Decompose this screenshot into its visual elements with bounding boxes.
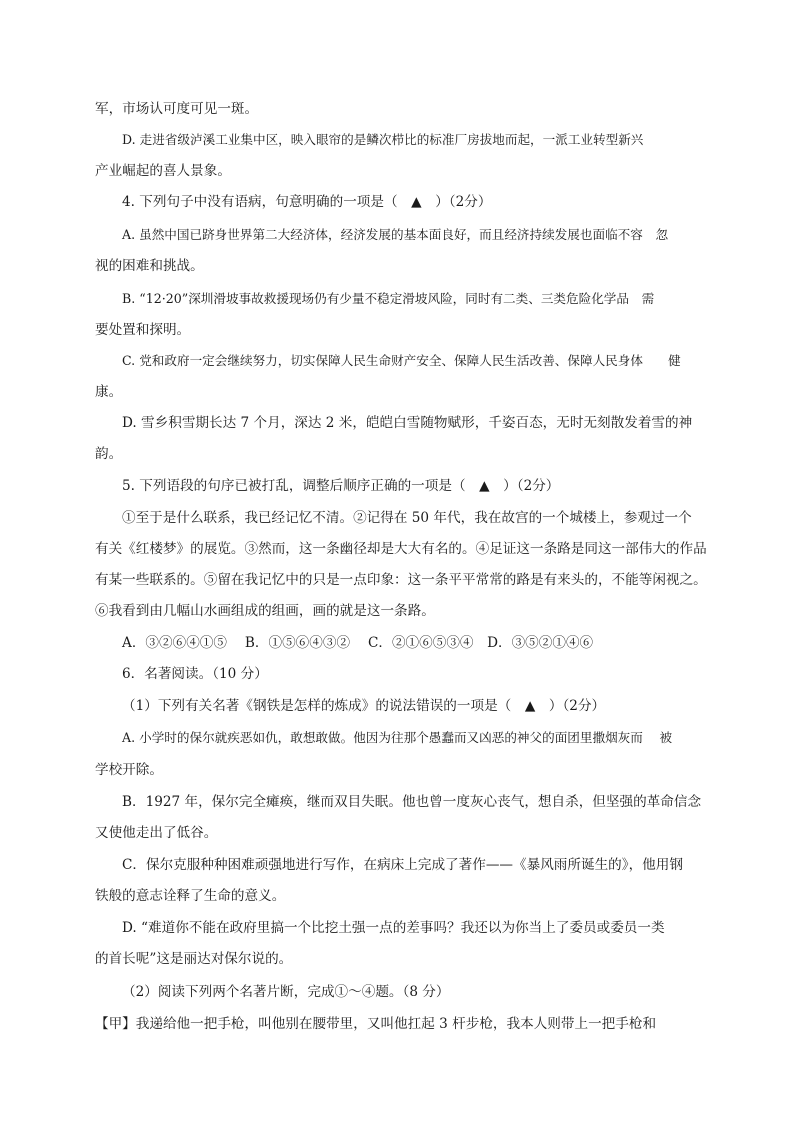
text-line: A. 小学时的保尔就疾恶如仇，敢想敢做。他因为往那个愚蠢而又凶恶的神父的面团里撒烟灰而 被	[122, 730, 673, 745]
text-line: 产业崛起的喜人景象。	[95, 163, 231, 179]
text-line: 学校开除。	[95, 762, 163, 778]
text-line: D. 雪乡积雪期长达 7 个月，深达 2 米，皑皑白雪随物赋形，千姿百态，无时无刻散发着雪的神	[122, 415, 693, 431]
text-line: 的首长呢”这是丽达对保尔说的。	[95, 951, 293, 967]
text-line: 又使他走出了低谷。	[95, 825, 218, 841]
text-line: 韵。	[95, 446, 123, 462]
question-6-2-stem: （2）阅读下列两个名著片断，完成①～④题。（8 分）	[122, 984, 450, 1000]
text-line: A. 虽然中国已跻身世界第二大经济体，经济发展的基本面良好，而且经济持续发展也面临不容 忽	[122, 227, 669, 242]
text-line: C．保尔克服种种困难顽强地进行写作，在病床上完成了著作——《暴风雨所诞生的》，他用钢	[122, 857, 683, 873]
text-line: 有关《红楼梦》的展览。③然而，这一条幽径却是大大有名的。④足证这一条路是同这一部伟大的作品	[95, 541, 707, 557]
text-line: 要处置和探明。	[95, 322, 191, 338]
text-line: B. “12·20”深圳滑坡事故救援现场仍有少量不稳定滑坡风险，同时有二类、三类危险化学品 需	[122, 291, 655, 306]
text-line: D. 走进省级泸溪工业集中区，映入眼帘的是鳞次栉比的标准厂房拔地而起，一派工业转型新兴	[122, 132, 644, 147]
text-line: ⑥我看到由几幅山水画组成的组画，画的就是这一条路。	[95, 603, 435, 619]
question-6-stem: 6．名著阅读。（10 分）	[122, 666, 268, 682]
text-line: 康。	[95, 384, 123, 400]
text-line: ①至于是什么联系，我已经记忆不清。②记得在 50 年代，我在故宫的一个城楼上，参观过一个	[122, 510, 692, 526]
text-line: 铁般的意志诠释了生命的意义。	[95, 888, 286, 904]
question-5-stem: 5. 下列语段的句序已被打乱，调整后顺序正确的一项是（ ▲ ）（2分）	[122, 478, 560, 494]
question-4-stem: 4. 下列句子中没有语病，句意明确的一项是（ ▲ ）（2分）	[122, 194, 492, 210]
text-line: 军，市场认可度可见一斑。	[95, 101, 259, 117]
text-line: C. 党和政府一定会继续努力，切实保障人民生命财产安全、保障人民生活改善、保障人民身体 健	[122, 353, 681, 368]
excerpt-jia-line: 【甲】我递给他一把手枪，叫他别在腰带里，又叫他扛起 3 杆步枪，我本人则带上一把手枪和	[95, 1016, 657, 1032]
question-5-options: A．③②⑥④①⑤ B．①⑤⑥④③② C．②①⑥⑤③④ D．③⑤②①④⑥	[122, 635, 594, 651]
question-6-1-stem: （1）下列有关名著《钢铁是怎样的炼成》的说法错误的一项是（ ▲ ）（2分）	[122, 698, 606, 714]
text-line: D. “难道你不能在政府里搞一个比挖土强一点的差事吗？我还以为你当上了委员或委员一类	[122, 920, 665, 936]
text-line: 视的困难和挑战。	[95, 258, 204, 274]
text-line: 有某一些联系的。⑤留在我记忆中的只是一点印象：这一条平平常常的路是有来头的，不能等闲视之。	[95, 572, 707, 588]
text-line: B．1927 年，保尔完全瘫痪，继而双目失眠。他也曾一度灰心丧气，想自杀，但坚强的革命信念	[122, 794, 702, 810]
